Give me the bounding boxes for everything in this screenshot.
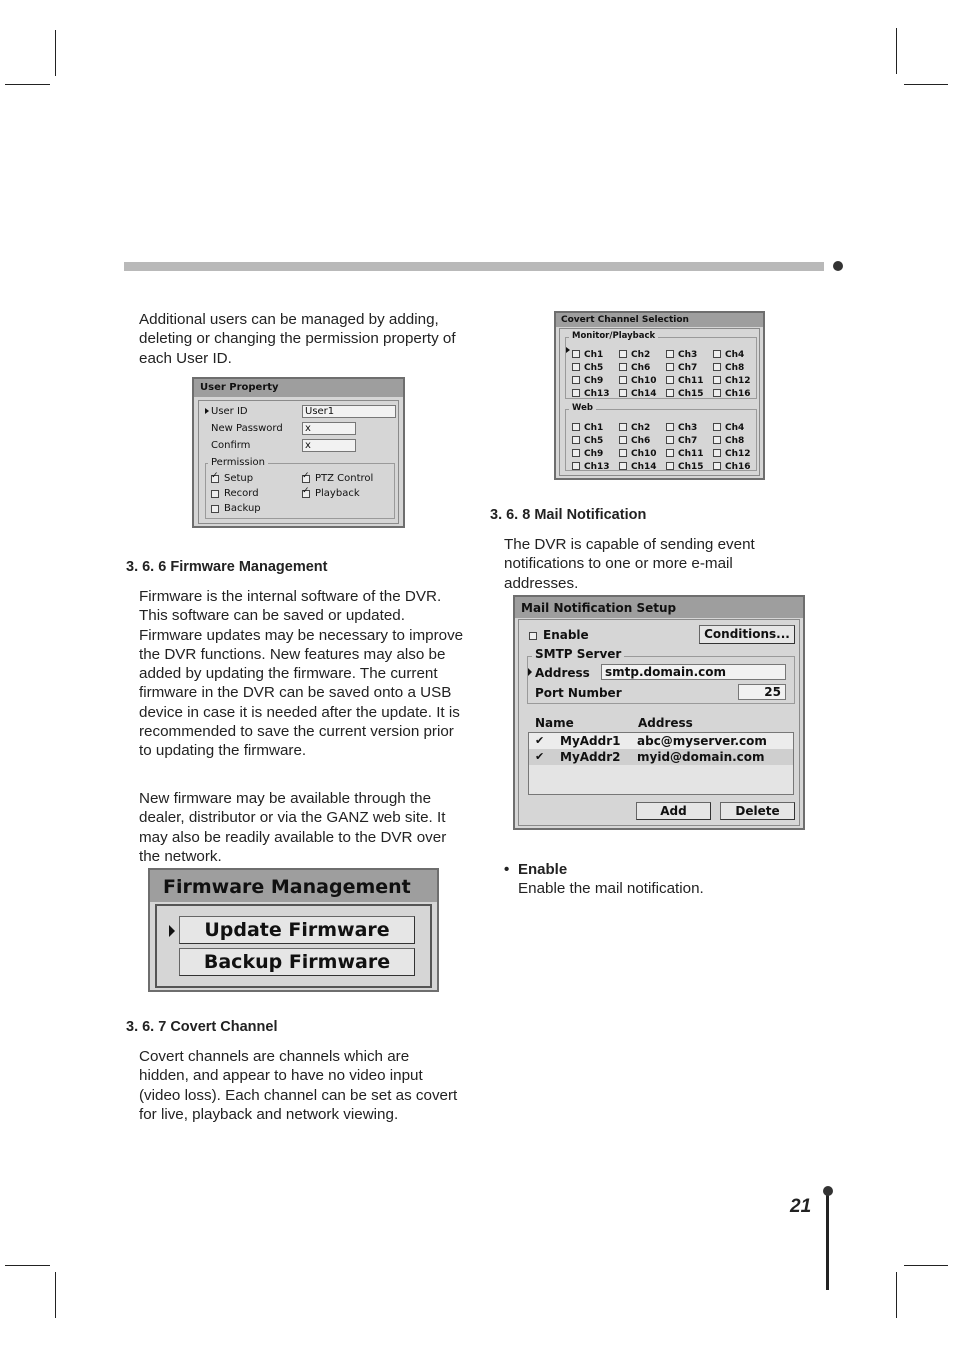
channel-label: Ch4 xyxy=(725,423,745,433)
checkbox-box xyxy=(572,462,580,470)
checkbox-box xyxy=(619,449,627,457)
record-label: Record xyxy=(224,488,259,499)
channel-label: Ch12 xyxy=(725,449,751,459)
mail-paragraph: The DVR is capable of sending event notifications to one or more e-mail addresses. xyxy=(504,536,755,592)
web-channel-checkbox[interactable] xyxy=(572,423,603,433)
dialog-body xyxy=(198,400,399,524)
update-firmware-button[interactable]: Update Firmware xyxy=(179,916,415,944)
crop-mark xyxy=(5,1265,50,1266)
checkbox-box xyxy=(666,423,674,431)
channel-label: Ch16 xyxy=(725,389,751,399)
channel-label: Ch16 xyxy=(725,462,751,472)
bullet-text: Enable the mail notification. xyxy=(518,880,704,897)
user-property-dialog xyxy=(192,377,405,528)
setup-label: Setup xyxy=(224,473,254,484)
channel-label: Ch3 xyxy=(678,423,698,433)
page-number-dot xyxy=(823,1186,833,1196)
web-channel-checkbox[interactable] xyxy=(572,449,603,459)
user-id-label: User ID xyxy=(211,406,248,417)
smtp-server-label: SMTP Server xyxy=(532,647,624,661)
backup-firmware-button[interactable]: Backup Firmware xyxy=(179,948,415,976)
monitor-channel-checkbox[interactable] xyxy=(666,376,704,386)
channel-label: Ch8 xyxy=(725,436,745,446)
monitor-channel-checkbox[interactable] xyxy=(713,376,751,386)
channel-label: Ch7 xyxy=(678,363,698,373)
web-channel-checkbox[interactable] xyxy=(619,423,650,433)
channel-label: Ch6 xyxy=(631,363,651,373)
web-channel-checkbox[interactable] xyxy=(619,449,657,459)
checkbox-box xyxy=(619,436,627,444)
covert-paragraph: Covert channels are channels which are hidden, and appear to have no video input (video loss). Each channel can be set as covert for live, playback and network viewing. xyxy=(139,1048,458,1123)
dialog-title: Firmware Management xyxy=(150,870,437,902)
check-icon: ✔ xyxy=(535,734,545,747)
web-channel-checkbox[interactable] xyxy=(713,423,744,433)
checkbox-box xyxy=(713,376,721,384)
list-item[interactable] xyxy=(529,749,793,765)
port-number-field[interactable]: 25 xyxy=(738,684,786,700)
confirm-label: Confirm xyxy=(211,440,251,451)
checkbox-box xyxy=(572,376,580,384)
channel-label: Ch10 xyxy=(631,376,657,386)
checkbox-box xyxy=(713,389,721,397)
bullet-title: Enable xyxy=(518,861,568,878)
monitor-channel-checkbox[interactable] xyxy=(666,350,697,360)
monitor-channel-checkbox[interactable] xyxy=(666,363,697,373)
monitor-channel-checkbox[interactable] xyxy=(619,389,657,399)
web-label: Web xyxy=(569,403,596,413)
intro-text: Additional users can be managed by adding, deleting or changing the permission property of each User ID. xyxy=(139,311,456,367)
channel-label: Ch2 xyxy=(631,423,651,433)
checkbox-box xyxy=(572,363,580,371)
crop-mark xyxy=(904,84,948,85)
checkbox-box xyxy=(713,423,721,431)
smtp-address-field[interactable]: smtp.domain.com xyxy=(601,664,786,680)
monitor-channel-checkbox[interactable] xyxy=(666,389,704,399)
playback-checkbox[interactable] xyxy=(302,490,310,498)
backup-label: Backup xyxy=(224,503,261,514)
web-channel-checkbox[interactable] xyxy=(572,462,610,472)
channel-label: Ch11 xyxy=(678,376,704,386)
web-channel-checkbox[interactable] xyxy=(713,449,751,459)
checkbox-box xyxy=(572,436,580,444)
selection-arrow-icon xyxy=(528,668,532,676)
covert-channel-dialog xyxy=(554,311,765,480)
web-channel-checkbox[interactable] xyxy=(666,449,704,459)
name-column-header: Name xyxy=(535,716,574,730)
web-channel-checkbox[interactable] xyxy=(619,436,650,446)
checkbox-box xyxy=(713,350,721,358)
enable-checkbox[interactable] xyxy=(529,632,537,640)
channel-label: Ch14 xyxy=(631,389,657,399)
checkbox-box xyxy=(619,389,627,397)
channel-label: Ch4 xyxy=(725,350,745,360)
web-channel-checkbox[interactable] xyxy=(713,462,751,472)
crop-mark xyxy=(55,30,56,76)
web-channel-checkbox[interactable] xyxy=(572,436,603,446)
crop-mark xyxy=(55,1272,56,1318)
monitor-channel-checkbox[interactable] xyxy=(572,363,603,373)
permission-label: Permission xyxy=(208,457,268,468)
crop-mark xyxy=(896,1272,897,1318)
checkbox-box xyxy=(572,449,580,457)
monitor-channel-checkbox[interactable] xyxy=(619,376,657,386)
checkbox-box xyxy=(713,436,721,444)
checkbox-box xyxy=(572,423,580,431)
channel-label: Ch5 xyxy=(584,363,604,373)
ptz-control-label: PTZ Control xyxy=(315,473,374,484)
ptz-control-checkbox[interactable] xyxy=(302,475,310,483)
playback-label: Playback xyxy=(315,488,360,499)
add-button[interactable]: Add xyxy=(636,802,711,820)
record-checkbox[interactable] xyxy=(211,490,219,498)
channel-label: Ch3 xyxy=(678,350,698,360)
address-label: Address xyxy=(535,666,590,680)
channel-label: Ch9 xyxy=(584,449,604,459)
bullet-dot: • xyxy=(504,861,510,878)
checkbox-box xyxy=(572,350,580,358)
checkbox-box xyxy=(619,363,627,371)
web-channel-checkbox[interactable] xyxy=(619,462,657,472)
checkbox-box xyxy=(666,376,674,384)
checkbox-box xyxy=(619,423,627,431)
channel-label: Ch15 xyxy=(678,462,704,472)
channel-label: Ch1 xyxy=(584,350,604,360)
channel-label: Ch9 xyxy=(584,376,604,386)
page-number-rule xyxy=(826,1192,829,1290)
checkbox-box xyxy=(666,462,674,470)
crop-mark xyxy=(896,28,897,74)
channel-label: Ch12 xyxy=(725,376,751,386)
checkbox-box xyxy=(619,462,627,470)
mail-heading: 3. 6. 8 Mail Notification xyxy=(490,507,647,523)
channel-label: Ch8 xyxy=(725,363,745,373)
selection-arrow-icon xyxy=(205,408,209,414)
checkbox-box xyxy=(666,389,674,397)
row-address: abc@myserver.com xyxy=(637,734,767,748)
checkbox-box xyxy=(713,449,721,457)
monitor-channel-checkbox[interactable] xyxy=(713,363,744,373)
channel-label: Ch5 xyxy=(584,436,604,446)
crop-mark xyxy=(5,84,50,85)
header-dot xyxy=(833,261,843,271)
monitor-channel-checkbox[interactable] xyxy=(572,389,610,399)
row-name: MyAddr1 xyxy=(560,734,621,748)
channel-label: Ch1 xyxy=(584,423,604,433)
enable-label: Enable xyxy=(543,628,589,642)
new-password-field[interactable]: x xyxy=(302,422,356,435)
checkbox-box xyxy=(666,449,674,457)
checkbox-box xyxy=(572,389,580,397)
monitor-channel-checkbox[interactable] xyxy=(619,350,650,360)
monitor-channel-checkbox[interactable] xyxy=(619,363,650,373)
address-column-header: Address xyxy=(638,716,693,730)
checkbox-box xyxy=(713,462,721,470)
monitor-channel-checkbox[interactable] xyxy=(572,350,603,360)
user-id-field[interactable]: User1 xyxy=(302,405,396,418)
checkbox-box xyxy=(666,436,674,444)
checkbox-box xyxy=(666,363,674,371)
selection-arrow-icon xyxy=(566,347,570,353)
new-password-label: New Password xyxy=(211,423,283,434)
checkbox-box xyxy=(619,376,627,384)
web-channel-checkbox[interactable] xyxy=(666,436,697,446)
channel-label: Ch7 xyxy=(678,436,698,446)
dialog-body xyxy=(155,904,432,988)
check-icon: ✔ xyxy=(535,750,545,763)
web-channel-checkbox[interactable] xyxy=(666,462,704,472)
confirm-field[interactable]: x xyxy=(302,439,356,452)
channel-label: Ch2 xyxy=(631,350,651,360)
dialog-title: User Property xyxy=(194,379,403,397)
channel-label: Ch6 xyxy=(631,436,651,446)
checkbox-box xyxy=(666,350,674,358)
channel-label: Ch14 xyxy=(631,462,657,472)
mail-notification-dialog xyxy=(513,595,805,830)
monitor-channel-checkbox[interactable] xyxy=(572,376,603,386)
list-item[interactable] xyxy=(529,733,793,749)
checkbox-box xyxy=(713,363,721,371)
channel-label: Ch10 xyxy=(631,449,657,459)
row-name: MyAddr2 xyxy=(560,750,621,764)
checkbox-box xyxy=(619,350,627,358)
address-list[interactable] xyxy=(528,732,794,795)
firmware-dialog xyxy=(148,868,439,992)
delete-button[interactable]: Delete xyxy=(720,802,795,820)
selection-arrow-icon xyxy=(169,925,175,937)
header-bar xyxy=(124,262,824,271)
port-number-label: Port Number xyxy=(535,686,622,700)
page-number: 21 xyxy=(790,1196,812,1217)
monitor-channel-checkbox[interactable] xyxy=(713,389,751,399)
dialog-body xyxy=(518,619,800,826)
firmware-paragraph-1: Firmware is the internal software of the DVR. This software can be saved or updated. Firmware updates may be necessary to improve the DVR functions. New features may also be added by updating the firmware. The current firmware in the DVR can be saved onto a USB device in case it is needed after the update. It is recommended to save the current version prior to updating the firmware. xyxy=(139,588,464,760)
monitor-playback-label: Monitor/Playback xyxy=(569,331,658,341)
conditions-button[interactable]: Conditions... xyxy=(699,625,795,644)
channel-label: Ch13 xyxy=(584,389,610,399)
dialog-title: Covert Channel Selection xyxy=(556,313,763,327)
firmware-paragraph-2: New firmware may be available through the dealer, distributor or via the GANZ web site. It may also be readily available to the DVR over the network. xyxy=(139,790,447,865)
dialog-title: Mail Notification Setup xyxy=(515,597,803,618)
web-channel-checkbox[interactable] xyxy=(713,436,744,446)
channel-label: Ch11 xyxy=(678,449,704,459)
crop-mark xyxy=(904,1265,948,1266)
firmware-heading: 3. 6. 6 Firmware Management xyxy=(126,559,328,575)
channel-label: Ch13 xyxy=(584,462,610,472)
covert-heading: 3. 6. 7 Covert Channel xyxy=(126,1019,278,1035)
setup-checkbox[interactable] xyxy=(211,475,219,483)
row-address: myid@domain.com xyxy=(637,750,765,764)
channel-label: Ch15 xyxy=(678,389,704,399)
web-channel-checkbox[interactable] xyxy=(666,423,697,433)
backup-checkbox[interactable] xyxy=(211,505,219,513)
monitor-channel-checkbox[interactable] xyxy=(713,350,744,360)
dialog-body xyxy=(559,328,760,476)
